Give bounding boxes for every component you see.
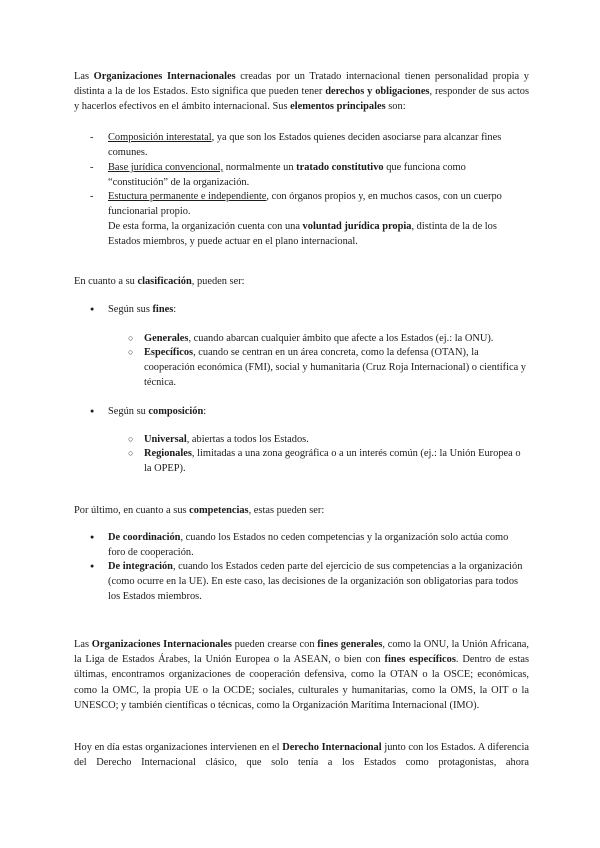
competencia-item: De integración, cuando los Estados ceden parte del ejercicio de sus competencias a la organización (como ocurre en la UE). En este caso, las decisiones de la organización son obligatorias para todos los Estados miembros. xyxy=(108,561,523,603)
circle-bullet-icon: ○ xyxy=(128,448,134,458)
examples-paragraph: Las Organizaciones Internacionales pueden crearse con fines generales, como la ONU, la Unión Africana, la Liga de Estados Árabes, la Unión Europea o la ASEAN, o bien con fines específicos. Dentro de estas últimas, encontramos organizaciones de cooperación defensiva, como la OTAN o la OSCE; económicas, como la OMC, la propia UE o la OCDE; sociales, culturales y humanitarias, como la OMS, la OIT o la UNESCO; y también científicas o técnicas, como la Organización Marítima Internacional (IMO). xyxy=(74,639,529,711)
fines-subitem: Específicos, cuando se centran en un área concreta, como la defensa (OTAN), la cooperación económica (FMI), social y humanitaria (Cruz Roja Internacional) o científica y técnica. xyxy=(144,347,526,389)
competencia-item: De coordinación, cuando los Estados no ceden competencias y la organización solo actúa como foro de cooperación. xyxy=(108,532,509,559)
element-item: Composición interestatal, ya que son los Estados quienes deciden asociarse para alcanzar fines comunes. xyxy=(108,132,502,159)
composicion-subitem: Universal, abiertas a todos los Estados. xyxy=(144,434,309,445)
list-dash: - xyxy=(90,191,94,202)
composicion-item: Según su composición: xyxy=(108,406,207,417)
bullet-icon: ● xyxy=(90,533,95,541)
today-paragraph: Hoy en día estas organizaciones intervienen en el Derecho Internacional junto con los Estados. A diferencia del Derecho Internacional clásico, que solo tenía a los Estados como protagonistas, ahora xyxy=(74,742,529,769)
element-item: Estuctura permanente e independiente, con órganos propios y, en muchos casos, con un cuerpo funcionarial propio. xyxy=(108,191,502,218)
composicion-subitem: Regionales, limitadas a una zona geográfica o a un interés común (ej.: la Unión Europea o la OPEP). xyxy=(144,448,521,475)
bullet-icon: ● xyxy=(90,562,95,570)
bullet-icon: ● xyxy=(90,305,95,313)
list-dash: - xyxy=(90,162,94,173)
fines-item: Según sus fines: xyxy=(108,304,177,315)
intro-paragraph: Las Organizaciones Internacionales creadas por un Tratado internacional tienen personalidad propia y distinta a la de los Estados. Esto significa que pueden tener derechos y obligaciones, responder de sus actos y hacerlos efectivos en el ámbito internacional. Sus elementos principales son: xyxy=(74,71,529,113)
competencias-heading: Por último, en cuanto a sus competencias, estas pueden ser: xyxy=(74,505,325,516)
element-item: Base jurídica convencional, normalmente un tratado constitutivo que funciona como “constitución” de la organización. xyxy=(108,162,466,189)
will-paragraph: De esta forma, la organización cuenta con una voluntad jurídica propia, distinta de la de los Estados miembros, y puede actuar en el plano internacional. xyxy=(108,221,497,248)
circle-bullet-icon: ○ xyxy=(128,434,134,444)
circle-bullet-icon: ○ xyxy=(128,333,134,343)
list-dash: - xyxy=(90,132,94,143)
circle-bullet-icon: ○ xyxy=(128,347,134,357)
fines-subitem: Generales, cuando abarcan cualquier ámbito que afecte a los Estados (ej.: la ONU). xyxy=(144,333,494,344)
bullet-icon: ● xyxy=(90,407,95,415)
classification-heading: En cuanto a su clasificación, pueden ser: xyxy=(74,276,245,287)
